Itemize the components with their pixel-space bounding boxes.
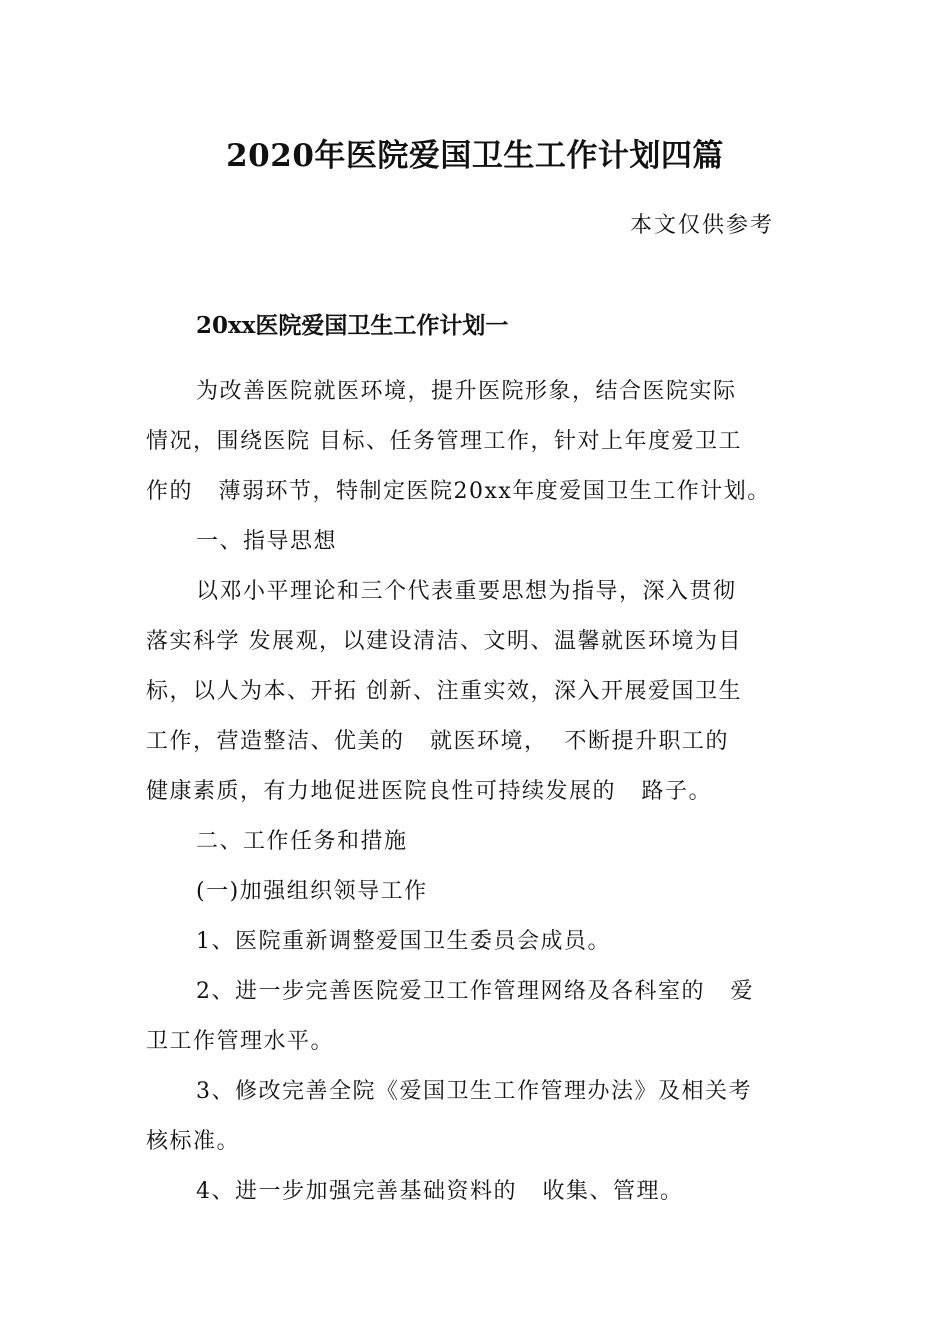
body-line: 4、进一步加强完善基础资料的 收集、管理。 [196, 1179, 684, 1204]
body-line: 一、指导思想 [196, 529, 338, 554]
body-line: 卫工作管理水平。 [146, 1029, 335, 1054]
body-line: 核标准。 [146, 1129, 241, 1154]
body-line: 2、进一步完善医院爱卫工作管理网络及各科室的 爱 [196, 979, 754, 1004]
body-line: 为改善医院就医环境，提升医院形象，结合医院实际 [196, 379, 737, 404]
body-line: 3、修改完善全院《爱国卫生工作管理办法》及相关考 [196, 1079, 752, 1104]
reference-note: 本文仅供参考 [630, 213, 775, 238]
body-line: 落实科学 发展观，以建设清洁、文明、温馨就医环境为目 [146, 629, 742, 654]
body-line: (一)加强组织领导工作 [196, 879, 428, 904]
body-line: 作的 薄弱环节，特制定医院20xx年度爱国卫生工作计划。 [146, 479, 771, 504]
body-line: 以邓小平理论和三个代表重要思想为指导，深入贯彻 [196, 579, 737, 604]
body-line: 情况，围绕医院 目标、任务管理工作，针对上年度爱卫工 [146, 429, 742, 454]
document-title: 2020年医院爱国卫生工作计划四篇 [226, 138, 724, 174]
body-line: 健康素质，有力地促进医院良性可持续发展的 路子。 [146, 779, 712, 804]
section-heading: 20xx医院爱国卫生工作计划一 [196, 312, 509, 339]
body-line: 工作，营造整洁、优美的 就医环境， 不断提升职工的 [146, 729, 729, 754]
body-line: 标，以人为本、开拓 创新、注重实效，深入开展爱国卫生 [146, 679, 742, 704]
body-line: 二、工作任务和措施 [196, 829, 408, 854]
body-line: 1、医院重新调整爱国卫生委员会成员。 [196, 929, 611, 954]
